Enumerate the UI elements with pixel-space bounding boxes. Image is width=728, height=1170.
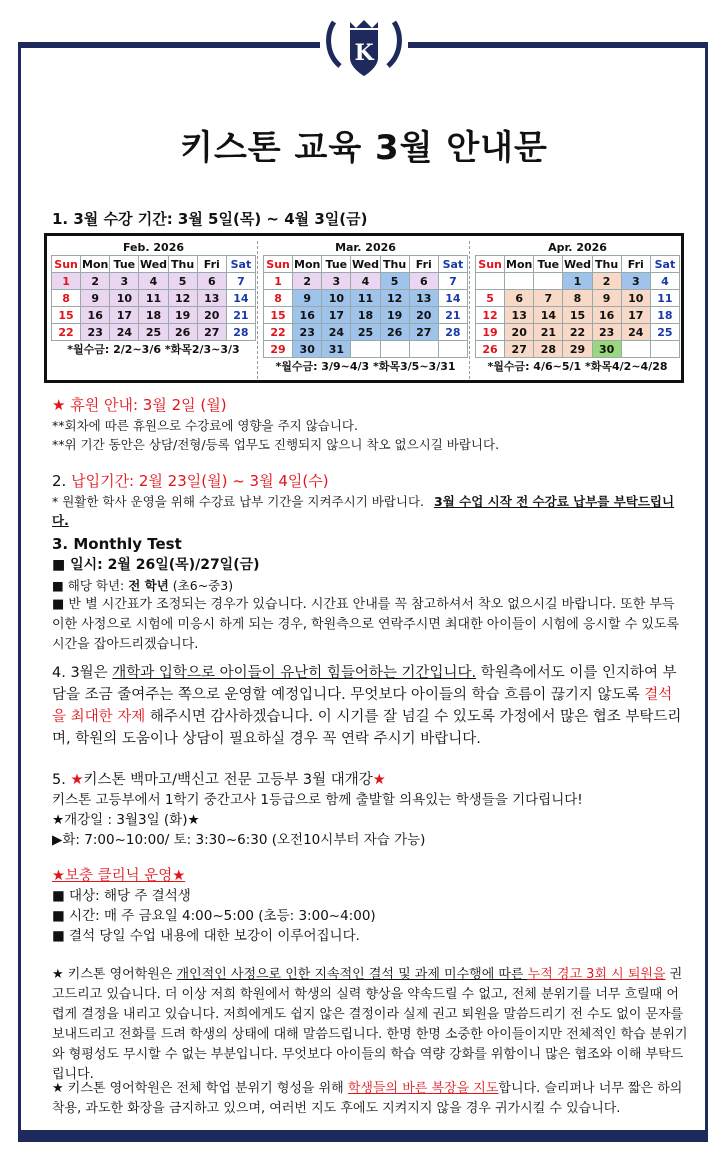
section2 xyxy=(52,471,682,530)
weekday-header: Sun xyxy=(476,256,505,273)
weekday-header: Wed xyxy=(139,257,168,271)
calendar-day: 23 xyxy=(592,324,621,341)
calendar-day: 22 xyxy=(563,324,592,341)
section3-target-suffix: (초6~중3) xyxy=(168,578,234,593)
calendar-day: 12 xyxy=(380,290,409,307)
calendar-day xyxy=(534,273,563,290)
notice1-body: 권고드리고 있습니다. 더 이상 저희 학원에서 학생의 실력 향상을 약속드릴 수 없고, 전체 분위기를 너무 흐릴때 어렵게 결정을 내리고 있습니다. 저희에게도 쉽지 않은 결정이라 실제 권고 퇴원을 말씀드리기 전 수도 없이 문자를 보내드리고 전화를 드려 학생의 상태에 대해 말씀드립니다. 한명 한명 소중한 아이들이지만 전체적인 학습 분위기와 형평성도 무시할 수 없는 부분입니다. 무엇보다 아이들의 학습 역량 강화를 위함이니 많은 협조와 이해 부탁드립니다. xyxy=(52,967,688,1082)
calendar-day: 28 xyxy=(226,324,255,341)
calendar-day: 21 xyxy=(534,324,563,341)
section3 xyxy=(52,534,682,655)
calendar-day: 15 xyxy=(264,307,293,324)
weekday-header: Mon xyxy=(506,257,533,271)
calendar-day: 6 xyxy=(409,273,438,290)
calendar-day: 22 xyxy=(52,324,81,341)
notice1-start: ★ 키스톤 영어학원은 xyxy=(52,967,177,982)
calendar-1 xyxy=(263,239,468,374)
calendar-day: 10 xyxy=(621,290,650,307)
weekday-header: Thu xyxy=(592,256,621,273)
calendar-day: 2 xyxy=(293,273,322,290)
calendar-day: 15 xyxy=(52,307,81,324)
calendar-day: 30 xyxy=(293,341,322,358)
calendar-day: 11 xyxy=(351,290,380,307)
calendar-day: 9 xyxy=(592,290,621,307)
weekday-header: Thu xyxy=(168,256,197,273)
weekday-header: Sat xyxy=(438,256,467,273)
calendar-day: 27 xyxy=(409,324,438,341)
calendar-day: 2 xyxy=(81,273,110,290)
calendar-day: 11 xyxy=(650,290,679,307)
calendar-day: 29 xyxy=(563,341,592,358)
weekday-header: Fri xyxy=(197,256,226,273)
calendar-day: 10 xyxy=(110,290,139,307)
calendar-2 xyxy=(475,239,680,374)
calendar-day xyxy=(476,273,505,290)
section2-heading: 납입기간: 2월 23일(월) ~ 3월 4일(수) xyxy=(71,472,329,490)
calendar-day: 5 xyxy=(380,273,409,290)
calendar-day: 24 xyxy=(621,324,650,341)
section5-line3: ▶화: 7:00~10:00/ 토: 3:30~6:30 (오전10시부터 자습 가능) xyxy=(52,832,426,848)
weekday-header: Wed xyxy=(563,257,592,271)
clinic-line2: ■ 시간: 매 주 금요일 4:00~5:00 (초등: 3:00~4:00) xyxy=(52,908,376,924)
clinic-line1: ■ 대상: 해당 주 결석생 xyxy=(52,888,191,904)
weekday-header: Tue xyxy=(534,256,563,273)
notice2-body: 합니다. 슬리퍼나 너무 짧은 하의 착용, 과도한 화장을 금지하고 있으며, 여러번 지도 후에도 지켜지지 않을 경우 귀가시킬 수 있습니다. xyxy=(52,1081,683,1116)
holiday-heading: ★ 휴원 안내: 3월 2일 (월) xyxy=(52,396,227,414)
section4-start: 4. 3월은 xyxy=(52,665,113,681)
calendar-day: 7 xyxy=(226,273,255,290)
calendar-day: 3 xyxy=(322,273,351,290)
calendar-day: 13 xyxy=(505,307,534,324)
calendar-day: 9 xyxy=(81,290,110,307)
calendar-day: 13 xyxy=(197,290,226,307)
weekday-header: Sun xyxy=(264,256,293,273)
section4-end: 해주시면 감사하겠습니다. 이 시기를 잘 넘길 수 있도록 가정에서 많은 협조 부탁드리며, 학원의 도움이나 상담이 필요하실 경우 꼭 연락 주시기 바랍니다. xyxy=(52,709,682,747)
calendar-day: 6 xyxy=(505,290,534,307)
calendar-divider xyxy=(257,241,259,379)
calendar-day: 18 xyxy=(650,307,679,324)
calendar-day: 29 xyxy=(264,341,293,358)
calendar-day: 28 xyxy=(438,324,467,341)
weekday-header: Sat xyxy=(226,256,255,273)
school-crest-logo xyxy=(320,6,408,94)
star-icon: ★ xyxy=(70,772,84,788)
weekday-header: Wed xyxy=(351,257,380,271)
calendar-day xyxy=(351,341,380,358)
calendar-day: 14 xyxy=(226,290,255,307)
section5-heading: 키스톤 백마고/백신고 전문 고등부 3월 대개강 xyxy=(83,772,373,788)
clinic-heading: ★보충 클리닉 운영★ xyxy=(52,868,186,884)
calendar-day: 20 xyxy=(197,307,226,324)
calendar-day: 21 xyxy=(226,307,255,324)
calendar-day: 8 xyxy=(264,290,293,307)
calendar-day: 27 xyxy=(505,341,534,358)
notice-dress-code xyxy=(52,1079,688,1119)
calendar-note: *월수금: 2/2~3/6 *화목2/3~3/3 xyxy=(67,343,240,356)
calendar-day: 28 xyxy=(534,341,563,358)
calendar-note: *월수금: 3/9~4/3 *화목3/5~3/31 xyxy=(275,360,456,373)
weekday-header: Tue xyxy=(110,256,139,273)
calendar-day: 8 xyxy=(563,290,592,307)
holiday-line1: **회차에 따른 휴원으로 수강료에 영향을 주지 않습니다. xyxy=(52,418,358,433)
section5 xyxy=(52,770,682,850)
calendar-day: 4 xyxy=(351,273,380,290)
star-icon: ★ xyxy=(372,772,386,788)
svg-text:K: K xyxy=(354,40,374,66)
calendar-day: 19 xyxy=(380,307,409,324)
calendar-day: 20 xyxy=(409,307,438,324)
calendar-day: 16 xyxy=(81,307,110,324)
calendar-day: 18 xyxy=(351,307,380,324)
calendar-day: 12 xyxy=(476,307,505,324)
section2-number: 2. xyxy=(52,472,72,490)
weekday-header: Fri xyxy=(409,256,438,273)
section5-line2: ★개강일 : 3월3일 (화)★ xyxy=(52,812,200,828)
calendar-day: 24 xyxy=(110,324,139,341)
calendar-day: 9 xyxy=(293,290,322,307)
calendar-day: 1 xyxy=(563,273,592,290)
calendar-day: 19 xyxy=(168,307,197,324)
weekday-header: Mon xyxy=(82,257,109,271)
weekday-header: Tue xyxy=(322,256,351,273)
section4-mid: 학원측에서도 이를 인지하여 부담을 조금 줄여주는 쪽으로 운영할 예정입니다. 무엇보다 아이들의 학습 흐름이 끊기지 않도록 xyxy=(52,665,677,703)
calendar-day: 6 xyxy=(197,273,226,290)
calendar-day: 1 xyxy=(52,273,81,290)
calendar-0 xyxy=(51,239,256,357)
section3-target-bold: 전 학년 xyxy=(128,578,169,593)
calendar-day: 2 xyxy=(592,273,621,290)
notice1-red: 누적 경고 3회 시 퇴원을 xyxy=(527,967,666,982)
calendar-day xyxy=(438,341,467,358)
calendar-day: 25 xyxy=(139,324,168,341)
weekday-header: Sat xyxy=(650,256,679,273)
calendar-day: 26 xyxy=(380,324,409,341)
calendar-day: 1 xyxy=(264,273,293,290)
calendar-day: 5 xyxy=(168,273,197,290)
calendar-day: 14 xyxy=(534,307,563,324)
calendar-month-title: Apr. 2026 xyxy=(548,240,607,254)
section5-line1: 키스톤 고등부에서 1학기 중간고사 1등급으로 함께 출발할 의욕있는 학생들을 기다립니다! xyxy=(52,792,583,808)
calendar-day xyxy=(380,341,409,358)
calendar-day: 25 xyxy=(650,324,679,341)
calendar-day: 18 xyxy=(139,307,168,324)
calendar-day: 4 xyxy=(139,273,168,290)
calendar-day xyxy=(409,341,438,358)
calendar-day: 26 xyxy=(168,324,197,341)
notice2-red: 학생들의 바른 복장을 지도 xyxy=(347,1081,499,1096)
section4-red: 결석을 최대한 자제 xyxy=(52,687,673,725)
calendar-day xyxy=(650,341,679,358)
weekday-header: Thu xyxy=(380,256,409,273)
section3-heading: 3. Monthly Test xyxy=(52,535,182,553)
calendar-day: 17 xyxy=(621,307,650,324)
calendar-day: 17 xyxy=(322,307,351,324)
calendar-note: *월수금: 4/6~5/1 *화목4/2~4/28 xyxy=(487,360,668,373)
calendar-day: 5 xyxy=(476,290,505,307)
calendar-day: 23 xyxy=(81,324,110,341)
calendar-day: 27 xyxy=(197,324,226,341)
calendar-day: 23 xyxy=(293,324,322,341)
weekday-header: Mon xyxy=(294,257,321,271)
section3-date: ■ 일시: 2월 26일(목)/27일(금) xyxy=(52,557,260,573)
calendar-day: 16 xyxy=(293,307,322,324)
section3-target-label: ■ 해당 학년: xyxy=(52,578,129,593)
calendar-day: 14 xyxy=(438,290,467,307)
calendar-day: 19 xyxy=(476,324,505,341)
calendar-month-title: Feb. 2026 xyxy=(122,240,185,254)
calendar-day xyxy=(505,273,534,290)
section5-number: 5. xyxy=(52,772,71,788)
calendar-day: 22 xyxy=(264,324,293,341)
notice-withdrawal xyxy=(52,965,688,1085)
section3-body: ■ 반 별 시간표가 조정되는 경우가 있습니다. 시간표 안내를 꼭 참고하셔서 착오 없으시길 바랍니다. 또한 부득이한 사정으로 시험에 미응시 하게 되는 경우, 학원측으로 연락주시면 최대한 아이들이 시험에 응시할 수 있도록 시간을 잡아드리겠습니다. xyxy=(52,597,680,652)
clinic-section xyxy=(52,866,672,946)
calendar-day: 31 xyxy=(322,341,351,358)
clinic-line3: ■ 결석 당일 수업 내용에 대한 보강이 이루어집니다. xyxy=(52,928,360,944)
calendar-day: 8 xyxy=(52,290,81,307)
calendar-day: 16 xyxy=(592,307,621,324)
section2-emphasis: 3월 수업 시작 전 수강료 납부를 부탁드립니다. xyxy=(52,494,675,528)
calendar-day: 7 xyxy=(534,290,563,307)
calendar-day: 30 xyxy=(592,341,621,358)
section1-heading: 1. 3월 수강 기간: 3월 5일(목) ~ 4월 3일(금) xyxy=(52,210,368,228)
notice2-start: ★ 키스톤 영어학원은 전체 학업 분위기 형성을 위해 xyxy=(52,1081,348,1096)
calendar-day: 24 xyxy=(322,324,351,341)
section2-line: * 원활한 학사 운영을 위해 수강료 납부 기간을 지켜주시기 바랍니다. xyxy=(52,494,425,509)
calendar-day: 20 xyxy=(505,324,534,341)
calendar-box xyxy=(44,233,684,383)
section4-underlined: 개학과 입학으로 아이들이 유난히 힘들어하는 기간입니다. xyxy=(112,665,477,681)
calendar-day: 25 xyxy=(351,324,380,341)
calendar-day: 11 xyxy=(139,290,168,307)
calendar-day: 3 xyxy=(110,273,139,290)
calendar-day: 4 xyxy=(650,273,679,290)
notice1-underlined: 개인적인 사정으로 인한 지속적인 결석 및 과제 미수행에 따른 xyxy=(176,967,528,982)
bottom-band xyxy=(18,1130,708,1142)
calendar-day: 3 xyxy=(621,273,650,290)
calendar-day: 21 xyxy=(438,307,467,324)
calendar-divider xyxy=(469,241,471,379)
weekday-header: Sun xyxy=(52,256,81,273)
page-title: 키스톤 교육 3월 안내문 xyxy=(180,128,548,168)
calendar-month-title: Mar. 2026 xyxy=(335,240,396,254)
calendar-day: 26 xyxy=(476,341,505,358)
calendar-day: 10 xyxy=(322,290,351,307)
section4 xyxy=(52,662,684,750)
calendar-day: 13 xyxy=(409,290,438,307)
calendar-day: 15 xyxy=(563,307,592,324)
calendar-day: 17 xyxy=(110,307,139,324)
calendar-day: 12 xyxy=(168,290,197,307)
holiday-section xyxy=(52,395,672,454)
calendar-day xyxy=(621,341,650,358)
weekday-header: Fri xyxy=(621,256,650,273)
calendar-day: 7 xyxy=(438,273,467,290)
holiday-line2: **위 기간 동안은 상담/전형/등록 업무도 진행되지 않으니 착오 없으시길 바랍니다. xyxy=(52,437,500,452)
